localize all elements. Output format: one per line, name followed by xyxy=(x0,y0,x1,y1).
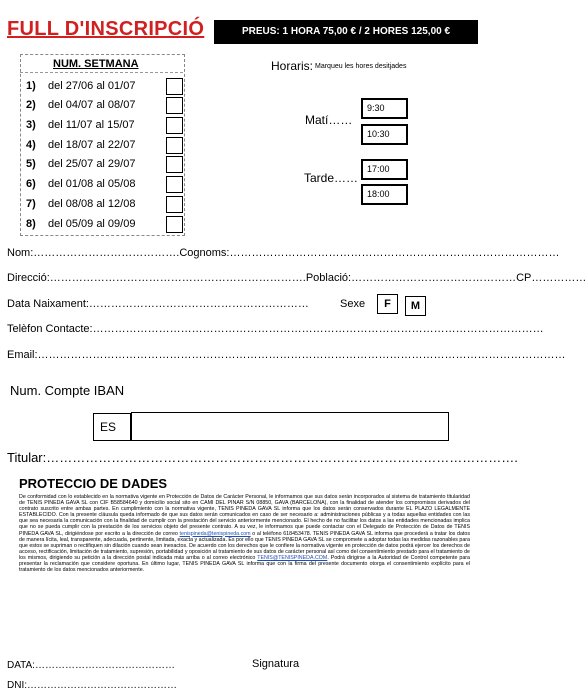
weeks-divider xyxy=(20,72,183,73)
time-option-0930[interactable]: 9:30 xyxy=(361,98,408,119)
week-row-4 xyxy=(22,137,187,155)
week-checkbox[interactable] xyxy=(166,196,183,213)
prices-banner: PREUS: 1 HORA 75,00 € / 2 HORES 125,00 € xyxy=(214,20,478,44)
contact-email-link[interactable]: TENIS@TENISPINEDA.COM xyxy=(257,554,328,561)
week-row-6 xyxy=(22,176,187,194)
week-number: 7) xyxy=(26,198,36,210)
week-dates: del 25/07 al 29/07 xyxy=(48,158,136,170)
sex-male-box[interactable]: M xyxy=(405,296,426,316)
week-row-7 xyxy=(22,196,187,214)
schedule-note: Marqueu les hores desitjades xyxy=(315,63,407,70)
email-field[interactable]: Email:……………………………………………………………………………………………………………………………… xyxy=(7,349,566,361)
data-protection-title: PROTECCIO DE DADES xyxy=(19,476,168,491)
week-dates: del 04/07 al 08/07 xyxy=(48,99,136,111)
dpo-email-link[interactable]: tenispineda@tenispineda.com xyxy=(179,530,251,537)
weeks-heading: NUM. SETMANA xyxy=(53,58,139,70)
week-checkbox[interactable] xyxy=(166,137,183,154)
form-title: FULL D'INSCRIPCIÓ xyxy=(7,18,205,40)
iban-label: Num. Compte IBAN xyxy=(10,383,125,398)
phone-field[interactable]: Telèfon Contacte:…………………………………………………………………………………………………………… xyxy=(7,323,544,335)
week-row-5 xyxy=(22,156,187,174)
iban-input[interactable] xyxy=(131,412,449,441)
week-row-3 xyxy=(22,117,187,135)
sex-female-box[interactable]: F xyxy=(377,294,398,314)
time-option-1700[interactable]: 17:00 xyxy=(361,159,408,180)
week-dates: del 11/07 al 15/07 xyxy=(48,119,135,131)
week-checkbox[interactable] xyxy=(166,97,183,114)
week-row-8 xyxy=(22,216,187,234)
week-number: 4) xyxy=(26,139,36,151)
address-field[interactable]: Direcció:…………………………………………………………….Població:………………………………………CP…………… xyxy=(7,272,586,284)
week-checkbox[interactable] xyxy=(166,78,183,95)
birthdate-field[interactable]: Data Naixament:…………………………………………………… xyxy=(7,298,309,310)
week-checkbox[interactable] xyxy=(166,117,183,134)
week-dates: del 08/08 al 12/08 xyxy=(48,198,136,210)
account-holder-field[interactable]: Titular:………………………………………………………………………………………………. xyxy=(7,450,518,465)
week-number: 5) xyxy=(26,158,36,170)
week-dates: del 01/08 al 05/08 xyxy=(48,178,136,190)
date-field[interactable]: DATA:…………………………………… xyxy=(7,660,175,671)
iban-country-box: ES xyxy=(93,413,131,441)
name-field[interactable]: Nom:………………………………….Cognoms:……………………………………………………………………………… xyxy=(7,247,560,259)
protection-text-part3: . Podrá dirigirse a la Autoridad de Control competente para presentar la reclamación que considere oportuna. En último lugar, TENIS PINEDA GAVA SL informa que con la firma del presente documento otorga el consentimiento explícito para el tratamiento de los datos mencionados anteriormente. xyxy=(19,554,470,574)
week-dates: del 18/07 al 22/07 xyxy=(48,139,136,151)
week-dates: del 27/06 al 01/07 xyxy=(48,80,136,92)
data-protection-text xyxy=(19,494,470,573)
week-number: 3) xyxy=(26,119,36,131)
week-checkbox[interactable] xyxy=(166,216,183,233)
protection-text-part1: De conformidad con lo establecido en la normativa vigente en Protección de Datos de Carácter Personal, le informamos que sus datos serán incorporados al sistema de tratamiento titularidad de TENIS PINEDA GAVA SL con CIF B58584640 y domicilio social sito en CAMI DEL PINAR S/N 08850, GAVA (BARCELONA), con la finalidad de atender los compromisos derivados del contrato suscrito entre ambas partes. En cumplimiento con la normativa vigente, TENIS PINEDA GAVA SL informa que los datos serán conservados durante EL PLAZO LEGALMENTE ESTABLECIDO. Con la presente cláusula queda informado de que sus datos serán comunicados en caso de ser necesario a: administraciones públicas y a todas aquellas entidades con las que sea necesaria la comunicación con la finalidad de cumplir con la prestación del servicio anteriormente mencionado. El hecho de no facilitar los datos a las entidades mencionadas implica que no se pueda cumplir con la prestación de los servicios objeto del presente contrato. A su vez, le informamos que puede contactar con el Delegado de Protección de Datos de TENIS PINEDA GAVA SL, dirigiéndose por escrito a la dirección de correo xyxy=(19,494,470,537)
week-checkbox[interactable] xyxy=(166,156,183,173)
week-checkbox[interactable] xyxy=(166,176,183,193)
week-number: 1) xyxy=(26,80,36,92)
dni-field[interactable]: DNI:……………………………………… xyxy=(7,680,177,691)
week-number: 6) xyxy=(26,178,36,190)
signature-label: Signatura xyxy=(252,658,300,670)
time-option-1800[interactable]: 18:00 xyxy=(361,184,408,205)
week-number: 8) xyxy=(26,218,36,230)
sex-label: Sexe xyxy=(340,298,366,310)
time-option-1030[interactable]: 10:30 xyxy=(361,124,408,145)
week-dates: del 05/09 al 09/09 xyxy=(48,218,136,230)
morning-label: Matí…… xyxy=(305,113,353,127)
afternoon-label: Tarde…… xyxy=(304,171,359,185)
schedule-label: Horaris: xyxy=(271,59,314,73)
protection-text-part2: o al teléfono 618453478. TENIS PINEDA GAVA SL informa que procederá a tratar los datos de manera lícita, leal, transparente, adecuada, pertinente, limitada, exacta y actualizada. Es por ello que TENIS PINEDA GAVA SL se compromete a adoptar todas las medidas razonables para que estos se supriman o rectifiquen sin dilación cuando sean inexactos. De acuerdo con los derechos que le confiere la normativa vigente en protección de datos podrá ejercer los derechos de acceso, rectificación, limitación de tratamiento, supresión, portabilidad y oposición al tratamiento de sus datos de carácter personal así como del consentimiento prestado para el tratamiento de los mismos, dirigiendo su petición a la dirección postal indicada más arriba o al correo electrónico xyxy=(19,530,470,561)
week-row-2 xyxy=(22,97,187,115)
week-row-1 xyxy=(22,78,187,96)
week-number: 2) xyxy=(26,99,36,111)
